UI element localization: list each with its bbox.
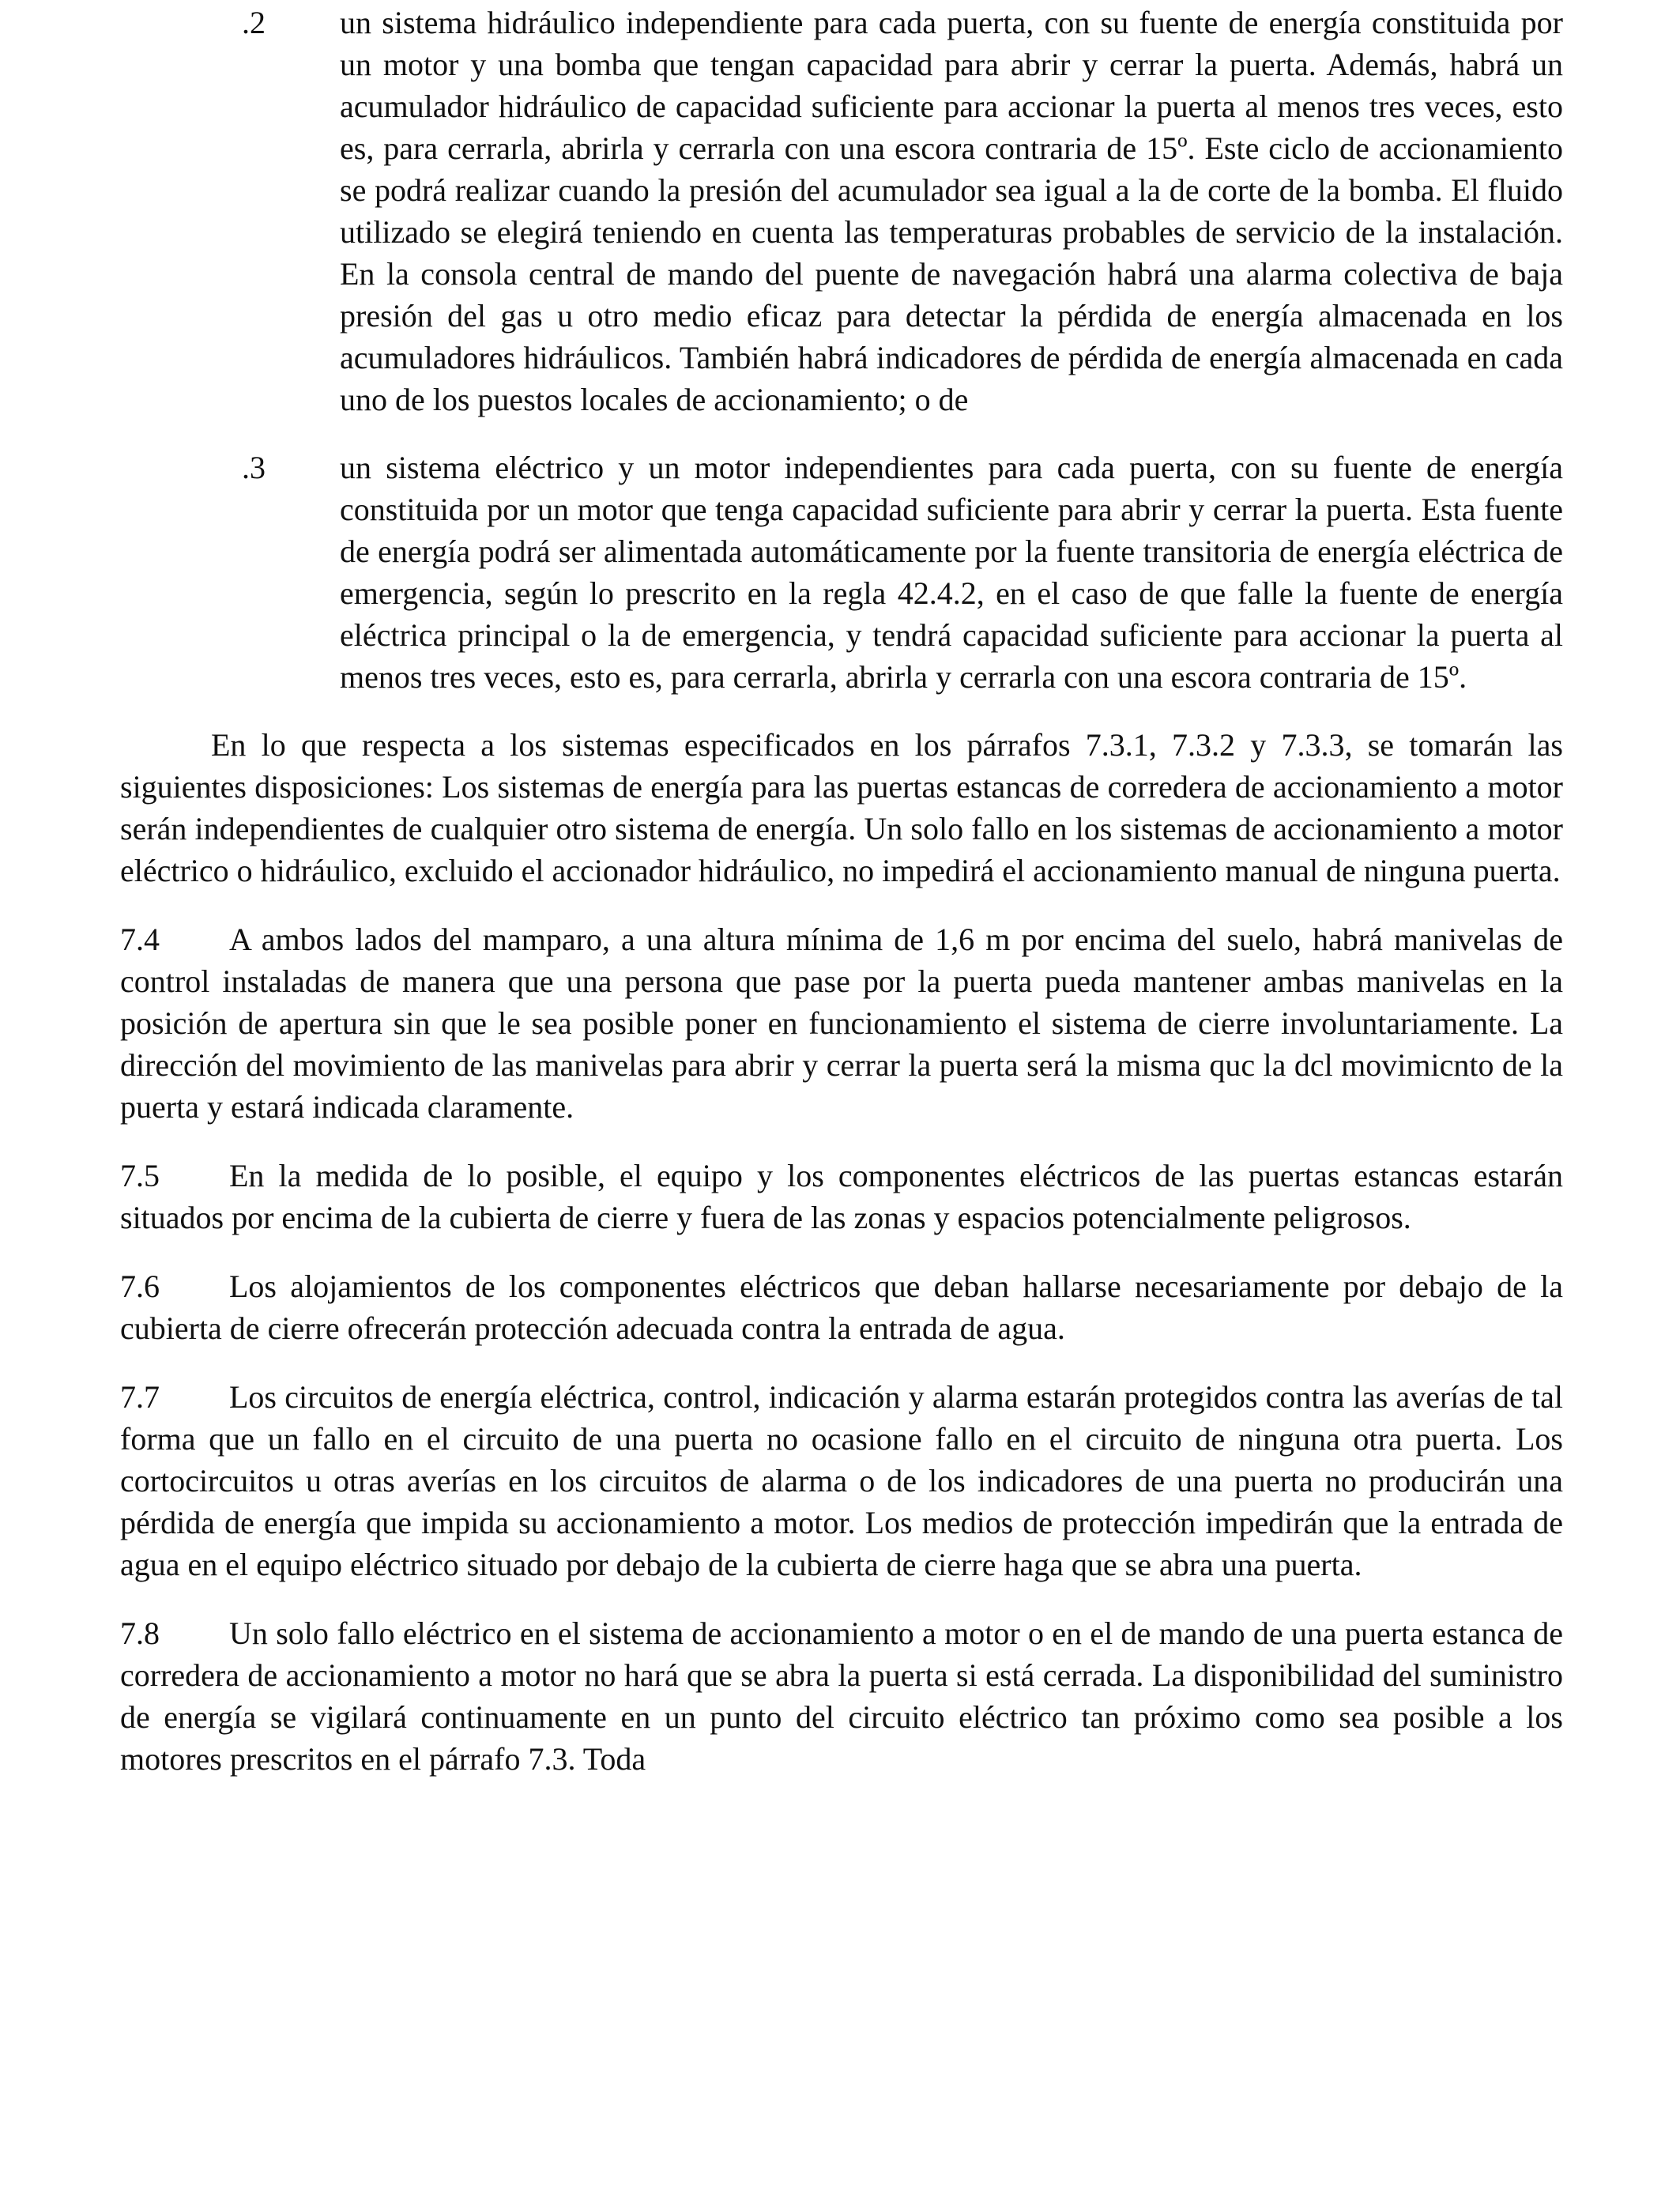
section-paragraph (120, 1612, 1563, 1780)
item-number: .2 (242, 5, 266, 40)
intro-paragraph: En lo que respecta a los sistemas especificados en los párrafos 7.3.1, 7.3.2 y 7.3.3, se tomarán las siguientes disposiciones: Los sistemas de energía para las puertas estancas de corredera de accionamiento a motor serán independientes de cualquier otro sistema de energía. Un solo fallo en los sistemas de accionamiento a motor eléctrico o hidráulico, excluido el accionador hidráulico, no impedirá el accionamiento manual de ninguna puerta. (120, 727, 1563, 888)
section-number: 7.4 (120, 922, 160, 957)
section-text: A ambos lados del mamparo, a una altura mínima de 1,6 m por encima del suelo, habrá manivelas de control instaladas de manera que una persona que pase por la puerta pueda mantener ambas manivelas en la posición de apertura sin que le sea posible poner en funcionamiento el sistema de cierre involuntariamente. La dirección del movimiento de las manivelas para abrir y cerrar la puerta será la misma quc la dcl movimicnto de la puerta y estará indicada claramente. (120, 922, 1563, 1125)
item-text: un sistema hidráulico independiente para cada puerta, con su fuente de energía constituida por un motor y una bomba que tengan capacidad para abrir y cerrar la puerta. Además, habrá un acumulador hidráulico de capacidad suficiente para accionar la puerta al menos tres veces, esto es, para cerrarla, abrirla y cerrarla con una escora contraria de 15º. Este ciclo de accionamiento se podrá realizar cuando la presión del acumulador sea igual a la de corte de la bomba. El fluido utilizado se elegirá teniendo en cuenta las temperaturas probables de servicio de la instalación. En la consola central de mando del puente de navegación habrá una alarma colectiva de baja presión del gas u otro medio eficaz para detectar la pérdida de energía almacenada en los acumuladores hidráulicos. También habrá indicadores de pérdida de energía almacenada en cada uno de los puestos locales de accionamiento; o de (340, 5, 1563, 417)
section-paragraph (120, 918, 1563, 1128)
section-paragraph (120, 1265, 1563, 1349)
list-item (120, 447, 1563, 698)
section-text: Los circuitos de energía eléctrica, control, indicación y alarma estarán protegidos contra las averías de tal forma que un fallo en el circuito de una puerta no ocasione fallo en el circuito de ninguna otra puerta. Los cortocircuitos u otras averías en los circuitos de alarma o de los indicadores de una puerta no producirán una pérdida de energía que impida su accionamiento a motor. Los medios de protección impedirán que la entrada de agua en el equipo eléctrico situado por debajo de la cubierta de cierre haga que se abra una puerta. (120, 1379, 1563, 1582)
section-number: 7.5 (120, 1158, 160, 1193)
list-item (120, 2, 1563, 420)
section-paragraph (120, 1155, 1563, 1238)
section-number: 7.6 (120, 1269, 160, 1304)
section-paragraph (120, 1376, 1563, 1585)
section-number: 7.7 (120, 1379, 160, 1415)
item-text: un sistema eléctrico y un motor independientes para cada puerta, con su fuente de energía constituida por un motor que tenga capacidad suficiente para abrir y cerrar la puerta. Esta fuente de energía podrá ser alimentada automáticamente por la fuente transitoria de energía eléctrica de emergencia, según lo prescrito en la regla 42.4.2, en el caso de que falle la fuente de energía eléctrica principal o la de emergencia, y tendrá capacidad suficiente para accionar la puerta al menos tres veces, esto es, para cerrarla, abrirla y cerrarla con una escora contraria de 15º. (340, 450, 1563, 695)
item-number: .3 (242, 450, 266, 485)
document-page (120, 0, 1563, 1780)
section-number: 7.8 (120, 1615, 160, 1651)
section-text: En la medida de lo posible, el equipo y los componentes eléctricos de las puertas estancas estarán situados por encima de la cubierta de cierre y fuera de las zonas y espacios potencialmente peligrosos. (120, 1158, 1563, 1235)
section-text: Los alojamientos de los componentes eléctricos que deban hallarse necesariamente por debajo de la cubierta de cierre ofrecerán protección adecuada contra la entrada de agua. (120, 1269, 1563, 1346)
section-text: Un solo fallo eléctrico en el sistema de accionamiento a motor o en el de mando de una puerta estanca de corredera de accionamiento a motor no hará que se abra la puerta si está cerrada. La disponibilidad del suministro de energía se vigilará continuamente en un punto del circuito eléctrico tan próximo como sea posible a los motores prescritos en el párrafo 7.3. Toda (120, 1615, 1563, 1777)
